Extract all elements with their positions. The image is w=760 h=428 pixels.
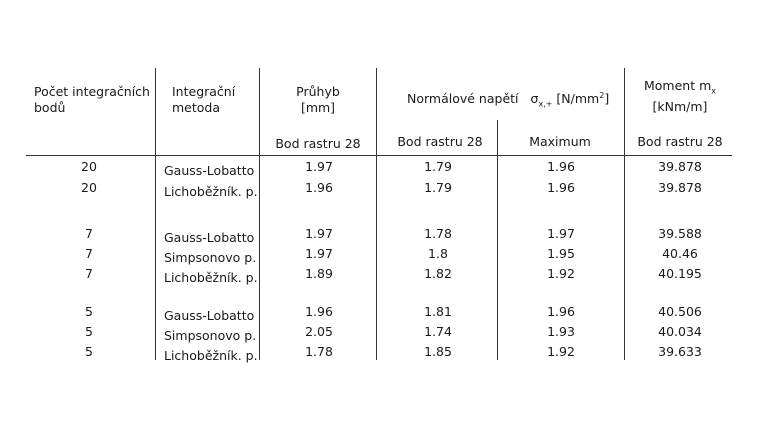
cell-napeti-bod: 1.79 xyxy=(424,180,452,195)
cell-moment: 40.195 xyxy=(658,266,702,281)
cell-pruhyb: 1.78 xyxy=(305,344,333,359)
sigma-symbol xyxy=(530,91,553,109)
cell-napeti-max: 1.96 xyxy=(547,159,575,174)
header-metoda xyxy=(172,86,235,114)
cell-pruhyb: 2.05 xyxy=(305,324,333,339)
unit-text: [N/mm xyxy=(556,91,600,107)
sigma-subscript: x,+ xyxy=(538,99,553,109)
cell-moment: 39.588 xyxy=(658,226,702,241)
cell-metoda: Gauss-Lobatto xyxy=(164,163,255,178)
cell-pocet-bodu: 7 xyxy=(85,246,93,261)
cell-napeti-max: 1.92 xyxy=(547,266,575,281)
cell-pruhyb: 1.89 xyxy=(305,266,333,281)
header-pruhyb xyxy=(276,86,360,114)
cell-metoda: Simpsonovo p. xyxy=(164,328,257,343)
cell-napeti-max: 1.93 xyxy=(547,324,575,339)
cell-napeti-max: 1.92 xyxy=(547,344,575,359)
subheader-bod-rastru-pruhyb: Bod rastru 28 xyxy=(275,136,361,151)
subheader-maximum: Maximum xyxy=(529,134,591,149)
cell-metoda: Lichoběžník. p. xyxy=(164,348,258,363)
sigma-char: σ xyxy=(530,91,539,107)
header-pocet-bodu xyxy=(34,86,150,114)
divider xyxy=(155,68,156,360)
cell-moment: 39.878 xyxy=(658,159,702,174)
header-separator xyxy=(26,155,732,156)
header-text: Normálové napětí xyxy=(407,91,519,107)
subheader-bod-rastru-napeti: Bod rastru 28 xyxy=(397,134,483,149)
header-normalove-napeti xyxy=(407,92,609,109)
cell-napeti-bod: 1.78 xyxy=(424,226,452,241)
cell-napeti-max: 1.95 xyxy=(547,246,575,261)
header-text: [kNm/m] xyxy=(652,98,708,114)
cell-pocet-bodu: 5 xyxy=(85,324,93,339)
header-text: Integrační xyxy=(172,84,236,99)
cell-napeti-bod: 1.81 xyxy=(424,304,452,319)
cell-pruhyb: 1.96 xyxy=(305,180,333,195)
cell-napeti-bod: 1.79 xyxy=(424,159,452,174)
cell-metoda: Lichoběžník. p. xyxy=(164,184,258,199)
unit-superscript: 2 xyxy=(599,91,605,100)
divider xyxy=(624,68,625,360)
cell-napeti-max: 1.96 xyxy=(547,180,575,195)
cell-metoda: Gauss-Lobatto xyxy=(164,230,255,245)
cell-moment: 40.46 xyxy=(662,246,698,261)
cell-pocet-bodu: 5 xyxy=(85,304,93,319)
cell-pocet-bodu: 5 xyxy=(85,344,93,359)
cell-napeti-bod: 1.85 xyxy=(424,344,452,359)
header-text: Počet integračních xyxy=(34,84,150,99)
unit-text: ] xyxy=(604,91,610,107)
cell-pruhyb: 1.97 xyxy=(305,246,333,261)
moment-subscript: x xyxy=(711,86,716,96)
cell-metoda: Simpsonovo p. xyxy=(164,250,257,265)
header-moment xyxy=(630,80,730,113)
divider xyxy=(497,120,498,360)
cell-metoda: Lichoběžník. p. xyxy=(164,270,258,285)
divider xyxy=(376,68,377,360)
cell-pocet-bodu: 20 xyxy=(81,159,97,174)
cell-napeti-bod: 1.74 xyxy=(424,324,452,339)
cell-napeti-bod: 1.82 xyxy=(424,266,452,281)
header-text: Moment m xyxy=(643,78,712,93)
cell-moment: 39.633 xyxy=(658,344,702,359)
cell-pruhyb: 1.97 xyxy=(305,226,333,241)
cell-moment: 40.034 xyxy=(658,324,702,339)
cell-napeti-max: 1.97 xyxy=(547,226,575,241)
cell-pocet-bodu: 7 xyxy=(85,226,93,241)
cell-pocet-bodu: 20 xyxy=(81,180,97,195)
cell-napeti-bod: 1.8 xyxy=(428,246,448,261)
header-text: Průhyb xyxy=(296,84,340,99)
cell-metoda: Gauss-Lobatto xyxy=(164,308,255,323)
header-text: [mm] xyxy=(300,99,336,115)
cell-moment: 39.878 xyxy=(658,180,702,195)
cell-pruhyb: 1.97 xyxy=(305,159,333,174)
subheader-bod-rastru-moment: Bod rastru 28 xyxy=(637,134,723,149)
header-text: metoda xyxy=(172,99,221,115)
cell-pocet-bodu: 7 xyxy=(85,266,93,281)
cell-moment: 40.506 xyxy=(658,304,702,319)
header-text: bodů xyxy=(34,99,66,115)
cell-pruhyb: 1.96 xyxy=(305,304,333,319)
cell-napeti-max: 1.96 xyxy=(547,304,575,319)
